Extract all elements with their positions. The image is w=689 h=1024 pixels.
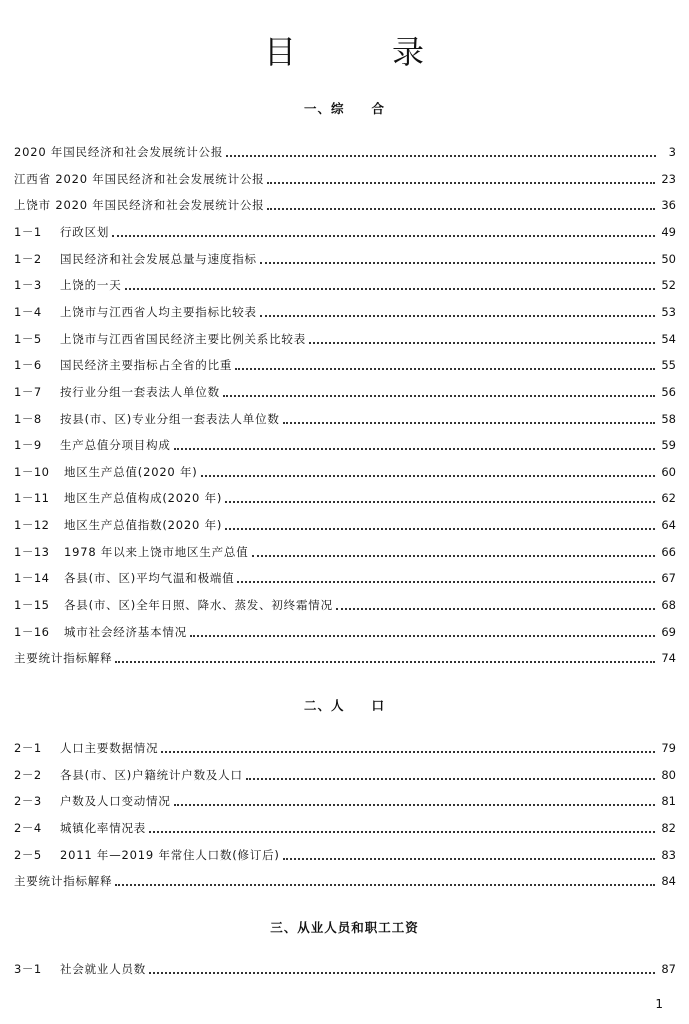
entry-title: 2011 年—2019 年常住人口数(修订后) [60, 848, 280, 862]
entry-title: 按行业分组一套表法人单位数 [60, 385, 220, 399]
toc-entry[interactable] [14, 517, 676, 533]
toc-entry[interactable] [14, 411, 676, 427]
dot-leader [112, 234, 655, 237]
entry-title: 地区生产总值构成(2020 年) [64, 491, 223, 505]
toc-entry[interactable] [14, 171, 676, 187]
toc-entry[interactable] [14, 197, 676, 213]
dot-leader [149, 971, 655, 974]
entry-page-number: 82 [661, 821, 676, 835]
entry-number: 3－1 [14, 962, 42, 976]
entry-page-number: 74 [661, 651, 676, 665]
entry-title: 上饶市 2020 年国民经济和社会发展统计公报 [14, 198, 265, 212]
entry-number: 1－2 [14, 252, 42, 266]
dot-leader [115, 660, 655, 663]
toc-entry[interactable] [14, 144, 676, 160]
dot-leader [225, 527, 655, 530]
entry-page-number: 55 [661, 358, 676, 372]
toc-entry[interactable] [14, 251, 676, 267]
dot-leader [336, 607, 655, 610]
entry-title: 上饶的一天 [60, 278, 122, 292]
toc-entry[interactable] [14, 224, 676, 240]
entry-number: 1－14 [14, 571, 50, 585]
entry-number: 2－5 [14, 848, 42, 862]
dot-leader [235, 367, 655, 370]
entry-title: 各县(市、区)户籍统计户数及人口 [60, 768, 243, 782]
section-heading: 一、综 合 [303, 101, 385, 116]
entry-title: 各县(市、区)平均气温和极端值 [64, 571, 235, 585]
entry-title: 地区生产总值指数(2020 年) [64, 518, 223, 532]
dot-leader [201, 474, 656, 477]
toc-entry[interactable] [14, 384, 676, 400]
dot-leader [260, 314, 656, 317]
entry-title: 江西省 2020 年国民经济和社会发展统计公报 [14, 172, 265, 186]
entry-page-number: 84 [661, 874, 676, 888]
entry-page-number: 69 [661, 625, 676, 639]
toc-entry[interactable] [14, 357, 676, 373]
entry-page-number: 59 [661, 438, 676, 452]
entry-title: 2020 年国民经济和社会发展统计公报 [14, 145, 224, 159]
entry-number: 1－6 [14, 358, 42, 372]
entry-page-number: 68 [661, 598, 676, 612]
entry-page-number: 80 [661, 768, 676, 782]
entry-number: 1－9 [14, 438, 42, 452]
entry-title: 人口主要数据情况 [60, 741, 159, 755]
toc-entry[interactable] [14, 847, 676, 863]
entry-page-number: 60 [661, 465, 676, 479]
toc-entry[interactable] [14, 331, 676, 347]
entry-title: 城镇化率情况表 [60, 821, 147, 835]
dot-leader [226, 154, 656, 157]
toc-entry[interactable] [14, 740, 676, 756]
dot-leader [225, 500, 655, 503]
toc-entry[interactable] [14, 570, 676, 586]
entry-title: 国民经济和社会发展总量与速度指标 [60, 252, 257, 266]
dot-leader [260, 261, 656, 264]
entry-page-number: 64 [661, 518, 676, 532]
dot-leader [223, 394, 655, 397]
toc-entry[interactable] [14, 793, 676, 809]
page-title [0, 30, 689, 74]
entry-number: 2－3 [14, 794, 42, 808]
toc-entry[interactable] [14, 544, 676, 560]
dot-leader [174, 447, 656, 450]
entry-title: 主要统计指标解释 [14, 874, 113, 888]
title-char-2: 录 [392, 33, 425, 71]
dot-leader [174, 803, 656, 806]
entry-page-number: 54 [661, 332, 676, 346]
entry-title: 国民经济主要指标占全省的比重 [60, 358, 233, 372]
entry-number: 1－12 [14, 518, 50, 532]
entry-title: 户数及人口变动情况 [60, 794, 171, 808]
entry-page-number: 50 [661, 252, 676, 266]
entry-page-number: 62 [661, 491, 676, 505]
entry-number: 1－15 [14, 598, 50, 612]
dot-leader [267, 181, 655, 184]
dot-leader [115, 883, 655, 886]
entry-title: 生产总值分项目构成 [60, 438, 171, 452]
entry-title: 社会就业人员数 [60, 962, 147, 976]
toc-entry[interactable] [14, 873, 676, 889]
entry-number: 2－4 [14, 821, 42, 835]
toc-entry[interactable] [14, 961, 676, 977]
page-number: 1 [655, 997, 663, 1011]
entry-number: 2－1 [14, 741, 42, 755]
toc-entry[interactable] [14, 820, 676, 836]
entry-number: 1－8 [14, 412, 42, 426]
dot-leader [190, 634, 655, 637]
entry-page-number: 66 [661, 545, 676, 559]
dot-leader [237, 580, 655, 583]
toc-entry[interactable] [14, 767, 676, 783]
section-heading: 二、人 口 [303, 698, 385, 713]
dot-leader [125, 287, 656, 290]
dot-leader [283, 857, 656, 860]
entry-page-number: 67 [661, 571, 676, 585]
dot-leader [283, 421, 656, 424]
dot-leader [246, 777, 656, 780]
entry-title: 各县(市、区)全年日照、降水、蒸发、初终霜情况 [64, 598, 333, 612]
dot-leader [267, 207, 655, 210]
entry-number: 1－16 [14, 625, 50, 639]
entry-number: 2－2 [14, 768, 42, 782]
entry-title: 上饶市与江西省国民经济主要比例关系比较表 [60, 332, 306, 346]
entry-page-number: 81 [661, 794, 676, 808]
entry-number: 1－5 [14, 332, 42, 346]
entry-title: 上饶市与江西省人均主要指标比较表 [60, 305, 257, 319]
section-heading: 三、从业人员和职工工资 [270, 920, 419, 935]
toc-entry[interactable] [14, 304, 676, 320]
entry-page-number: 23 [661, 172, 676, 186]
entry-title: 城市社会经济基本情况 [64, 625, 187, 639]
entry-page-number: 58 [661, 412, 676, 426]
dot-leader [309, 341, 655, 344]
dot-leader [252, 554, 656, 557]
entry-page-number: 3 [668, 145, 676, 159]
dot-leader [161, 750, 655, 753]
toc-entry[interactable] [14, 490, 676, 506]
entry-title: 行政区划 [60, 225, 110, 239]
toc-entry[interactable] [14, 597, 676, 613]
title-char-1: 目 [264, 33, 297, 71]
entry-number: 1－1 [14, 225, 42, 239]
toc-entry[interactable] [14, 437, 676, 453]
entry-page-number: 83 [661, 848, 676, 862]
entry-page-number: 36 [661, 198, 676, 212]
entry-number: 1－13 [14, 545, 50, 559]
toc-entry[interactable] [14, 464, 676, 480]
entry-page-number: 87 [661, 962, 676, 976]
entry-number: 1－10 [14, 465, 50, 479]
entry-page-number: 53 [661, 305, 676, 319]
entry-page-number: 52 [661, 278, 676, 292]
entry-number: 1－3 [14, 278, 42, 292]
entry-title: 主要统计指标解释 [14, 651, 113, 665]
entry-number: 1－4 [14, 305, 42, 319]
entry-number: 1－7 [14, 385, 42, 399]
entry-number: 1－11 [14, 491, 50, 505]
toc-entry[interactable] [14, 277, 676, 293]
entry-title: 按县(市、区)专业分组一套表法人单位数 [60, 412, 280, 426]
entry-page-number: 49 [661, 225, 676, 239]
toc-entry[interactable] [14, 650, 676, 666]
entry-page-number: 56 [661, 385, 676, 399]
entry-title: 1978 年以来上饶市地区生产总值 [64, 545, 249, 559]
dot-leader [149, 830, 655, 833]
entry-page-number: 79 [661, 741, 676, 755]
entry-title: 地区生产总值(2020 年) [64, 465, 198, 479]
toc-entry[interactable] [14, 624, 676, 640]
